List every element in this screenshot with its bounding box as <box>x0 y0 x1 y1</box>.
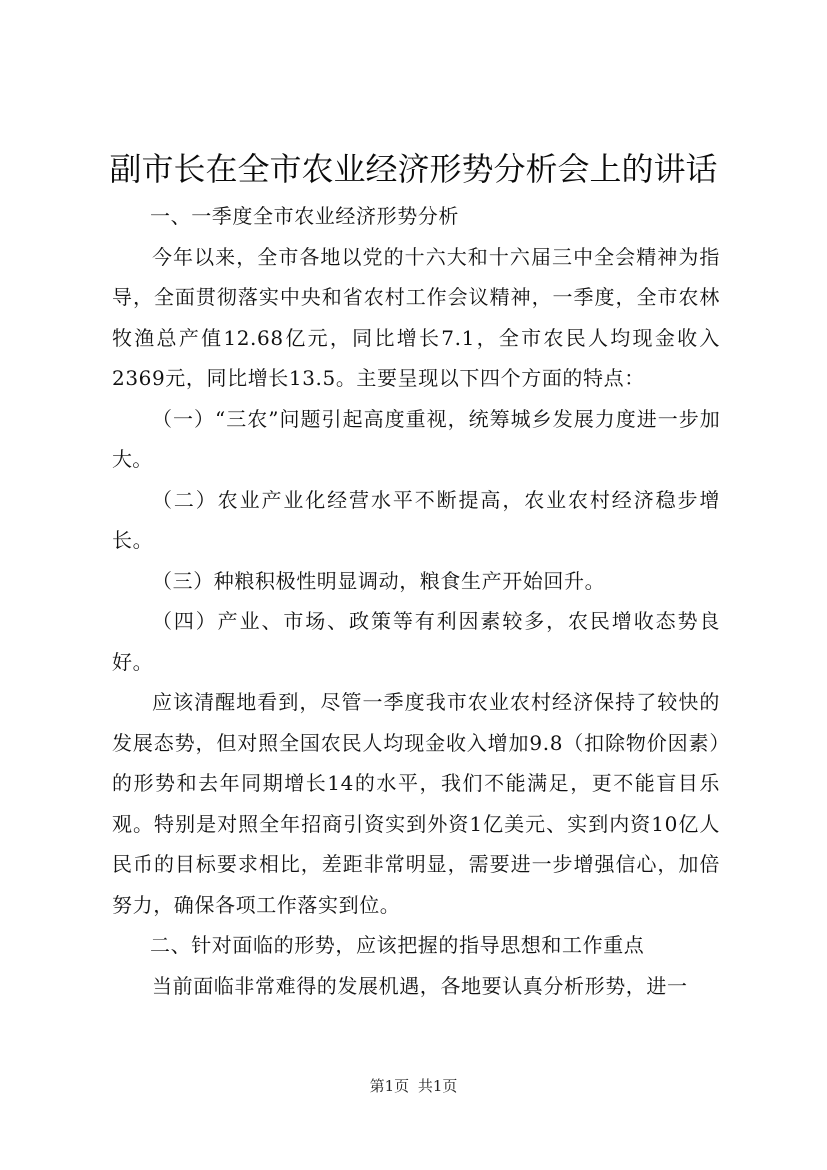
section-heading-1: 一、一季度全市农业经济形势分析 <box>150 204 459 228</box>
page-footer <box>0 1076 827 1096</box>
document-body <box>112 196 720 1006</box>
page-total: 共1页 <box>417 1077 458 1095</box>
document-title: 副市长在全市农业经济形势分析会上的讲话 <box>109 150 718 188</box>
section-heading-2: 二、针对面临的形势，应该把握的指导思想和工作重点 <box>150 933 645 957</box>
paragraph-point-2: （二）农业产业化经营水平不断提高，农业农村经济稳步增长。 <box>112 487 720 552</box>
paragraph-point-3: （三）种粮积极性明显调动，粮食生产开始回升。 <box>152 568 606 593</box>
paragraph-assessment: 应该清醒地看到，尽管一季度我市农业农村经济保持了较快的发展态势，但对照全国农民人均现金收入增加9.8（扣除物价因素）的形势和去年同期增长14的水平，我们不能满足，更不能盲目乐观。特别是对照全年招商引资实到外资1亿美元、实到内资10亿人民币的目标要求相比，差距非常明显，需要进一步增强信心，加倍努力，确保各项工作落实到位。 <box>112 690 720 917</box>
paragraph-overview: 今年以来，全市各地以党的十六大和十六届三中全会精神为指导，全面贯彻落实中央和省农村工作会议精神，一季度，全市农林牧渔总产值12.68亿元，同比增长7.1，全市农民人均现金收入2369元，同比增长13.5。主要呈现以下四个方面的特点： <box>112 244 720 390</box>
paragraph-point-4: （四）产业、市场、政策等有利因素较多，农民增收态势良好。 <box>112 609 720 674</box>
paragraph-point-1: （一）“三农”问题引起高度重视，统筹城乡发展力度进一步加大。 <box>112 406 720 471</box>
paragraph-opportunity: 当前面临非常难得的发展机遇，各地要认真分析形势，进一 <box>152 973 688 998</box>
page-number: 第1页 <box>369 1077 410 1095</box>
